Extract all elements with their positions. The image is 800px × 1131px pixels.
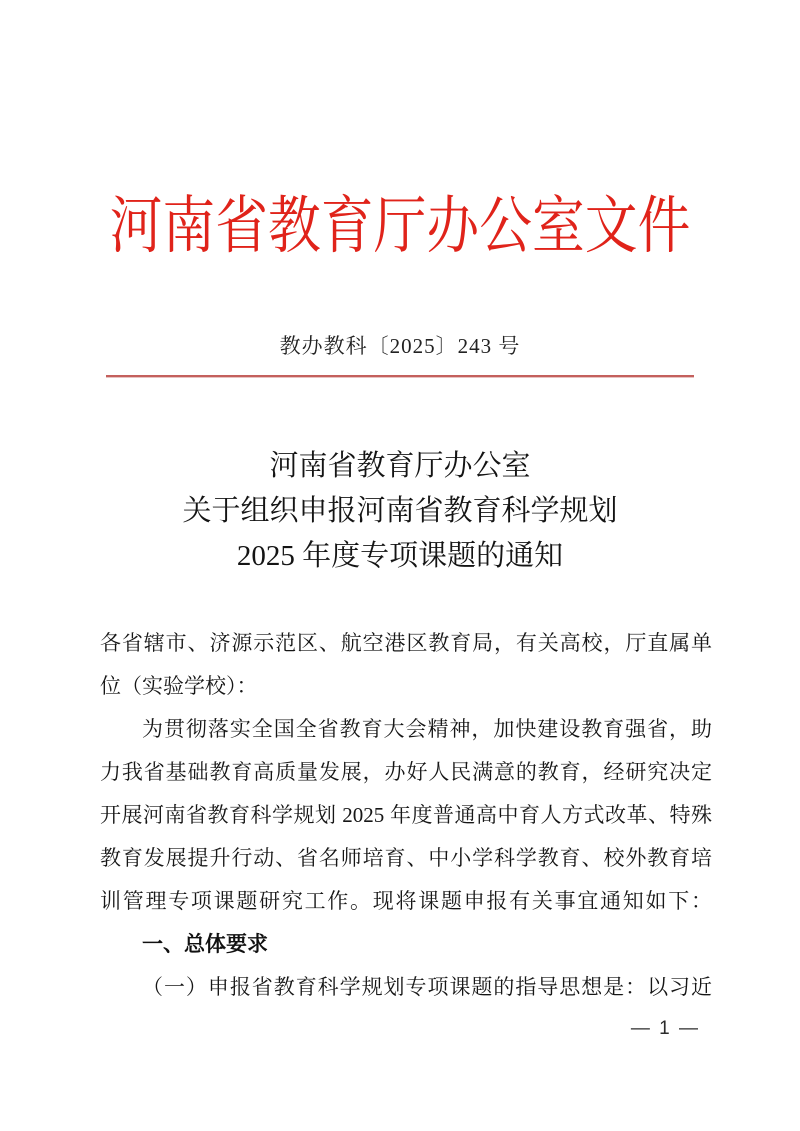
letterhead-title-text: 河南省教育厅办公室文件 (109, 191, 691, 261)
notice-title-line-2: 关于组织申报河南省教育科学规划 (182, 495, 618, 527)
body-section-heading: 一、总体要求 (142, 933, 268, 956)
red-separator-line (106, 375, 694, 377)
body-line-paragraph-1: 为贯彻落实全国全省教育大会精神，加快建设教育强省，助 (142, 717, 712, 741)
body-line-paragraph-4: 教育发展提升行动、省名师培育、中小学科学教育、校外教育培 (100, 846, 712, 870)
body-line-paragraph-6: （一）申报省教育科学规划专项课题的指导思想是：以习近 (142, 975, 712, 999)
body-text (100, 622, 712, 1009)
body-line-paragraph-2: 力我省基础教育高质量发展，办好人民满意的教育，经研究决定 (100, 760, 712, 784)
body-line-salutation-1: 各省辖市、济源示范区、航空港区教育局，有关高校，厅直属单 (100, 631, 712, 655)
body-line-paragraph-5: 训管理专项课题研究工作。现将课题申报有关事宜通知如下： (100, 889, 712, 913)
page-number: — 1 — (630, 1018, 700, 1039)
body-line-paragraph-3: 开展河南省教育科学规划 2025 年度普通高中育人方式改革、特殊 (100, 803, 712, 827)
notice-title-line-3: 2025 年度专项课题的通知 (236, 540, 564, 572)
notice-title (0, 444, 800, 579)
doc-number: 教办教科〔2025〕243 号 (279, 334, 521, 358)
letterhead-title (0, 190, 800, 278)
body-line-salutation-2: 位（实验学校）： (100, 674, 258, 698)
notice-title-line-1: 河南省教育厅办公室 (269, 450, 531, 482)
